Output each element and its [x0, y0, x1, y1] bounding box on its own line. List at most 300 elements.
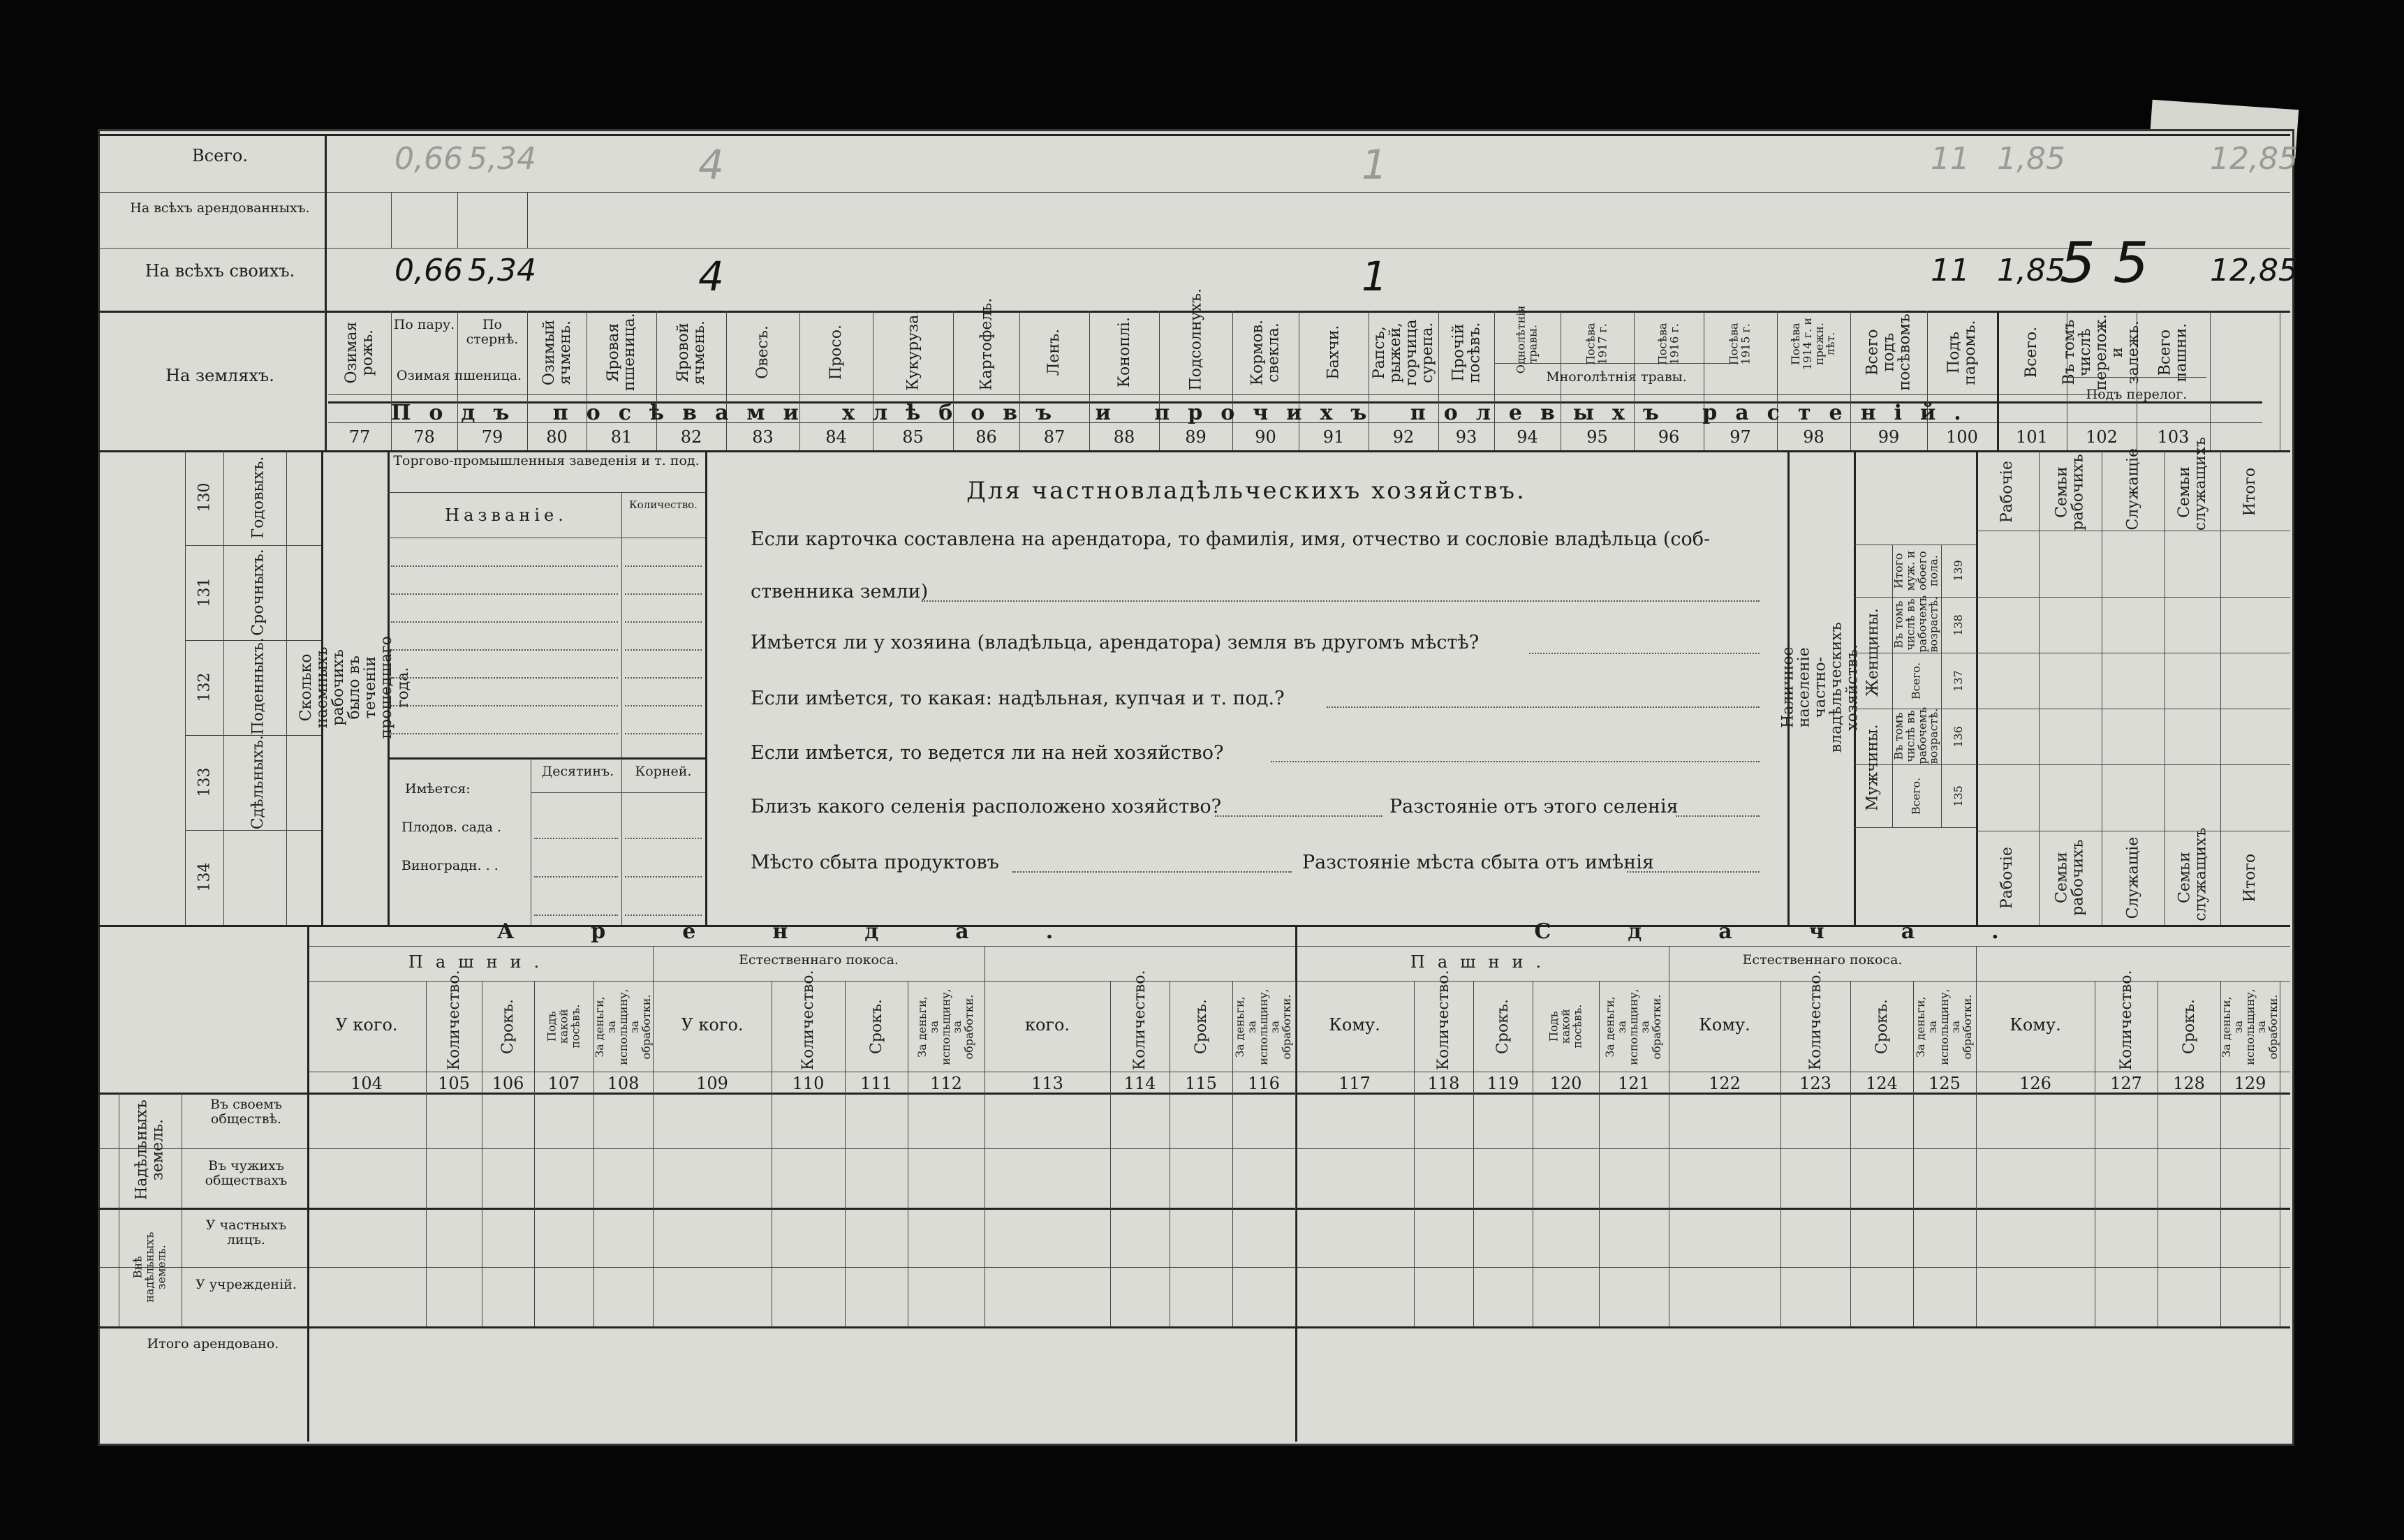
dotted-line [625, 705, 702, 706]
rotated-label-text: Количество. [1434, 970, 1452, 1070]
rule-line [531, 792, 705, 793]
rotated-label-text: 138 [1951, 614, 1965, 636]
handwritten-own-6: 12,85 [2210, 253, 2298, 288]
rotated-label-text: Служащіе [2124, 836, 2142, 919]
rotated-label-text: Семьи рабочихъ [2053, 839, 2088, 917]
rotated-label-text: За деньги, за испольщину, за обработки. [1603, 988, 1664, 1065]
dessiatin-header: Десятинъ. [541, 764, 614, 779]
crop-header-99 [1850, 309, 1927, 391]
question-5b: Разстояніе отъ этого селенія [1389, 796, 1679, 817]
column-number-94: 94 [1517, 427, 1538, 447]
lease-header-srok-20 [1850, 983, 1913, 1070]
crop-header-84 [799, 314, 873, 391]
sdacha-pashni-header: Пашни. [1410, 952, 1554, 972]
rotated-label-text: Семьи рабочихъ [2053, 454, 2088, 531]
rule-line [1976, 946, 1977, 981]
has-label: Имѣется: [405, 781, 471, 797]
question-1a: Если карточка составлена на арендатора, то фамилія, имя, отчество и сословіе владѣльца (соб- [751, 528, 1711, 550]
crop-header-85 [873, 310, 953, 391]
fallow-label: Подъ перелог. [2086, 387, 2188, 402]
rotated-label-text: Рапсъ, рыжей, горчица сурепа. [1370, 319, 1437, 386]
lease-header-za-4 [593, 983, 653, 1070]
column-number-88: 88 [1113, 427, 1135, 447]
crop-header-97 [1704, 314, 1777, 373]
population-row-136 [1892, 709, 1941, 764]
handwritten-extra: 5 5 [2060, 230, 2149, 295]
rotated-label-text: Служащіе [2124, 448, 2142, 531]
lease-header-srok-15 [1473, 983, 1533, 1070]
rotated-label-text: Посѣва 1914 г. и прежн. лѣт. [1788, 317, 1838, 371]
handwritten-total-5: 1,85 [1997, 141, 2065, 177]
lease-header-ukogo-0: У кого. [335, 1015, 398, 1035]
lease-header-srok-11 [1170, 983, 1232, 1070]
dotted-line [391, 649, 618, 651]
crop-header-78: По пару. [393, 317, 455, 332]
rotated-label-text: Всего пашни. [2156, 323, 2190, 383]
population-col-bottom-3 [2165, 827, 2220, 921]
column-number-101: 101 [2016, 427, 2048, 447]
lease-col-num-113: 113 [1031, 1074, 1063, 1093]
arenda-banner: Аренда. [496, 919, 1130, 944]
handwritten-total-6: 12,85 [2210, 141, 2298, 177]
winter-wheat-label: Озимая пшеница. [396, 368, 522, 383]
rotated-label-text: Подъ паромъ. [1945, 320, 1979, 385]
dotted-line [625, 838, 702, 839]
rotated-label-text: 134 [195, 863, 213, 892]
rotated-label-text: Посѣва 1916 г. [1655, 323, 1681, 365]
lease-header-za-21 [1913, 983, 1976, 1070]
rule-line [98, 134, 2290, 136]
handwritten-total-2: 4 [698, 141, 724, 188]
lease-header-za-25 [2220, 983, 2280, 1070]
population-col-top-1 [2039, 454, 2102, 531]
crop-header-77 [328, 314, 391, 391]
rotated-label-text: Сколько наемныхъ рабочихъ было въ теченіи прошедшаго года. [297, 636, 412, 739]
lease-col-num-105: 105 [438, 1074, 470, 1093]
lease-header-srok-24 [2158, 983, 2220, 1070]
rotated-label-text: 135 [1951, 785, 1965, 807]
question-1b: ственника земли) [751, 581, 929, 602]
dotted-line [391, 621, 618, 623]
trade-qty-header: Количество. [629, 498, 698, 511]
trade-name-header: Названіе. [445, 505, 568, 525]
crop-header-101 [1997, 314, 2067, 391]
rotated-label-text: Срокъ. [867, 999, 885, 1054]
rule-line [98, 1267, 2290, 1268]
column-number-91: 91 [1322, 427, 1345, 447]
rule-line [388, 757, 705, 760]
lease-col-num-107: 107 [547, 1074, 580, 1093]
dotted-line [534, 915, 618, 916]
worker-col-num-134 [185, 830, 223, 925]
lease-col-num-116: 116 [1248, 1074, 1280, 1093]
column-number-82: 82 [680, 427, 702, 447]
population-row-138 [1892, 597, 1941, 653]
population-row-num-135 [1941, 764, 1976, 827]
worker-col-num-132 [185, 640, 223, 735]
rotated-label-text: Всего. [1909, 662, 1923, 699]
sdacha-pokos-header: Естественнаго покоса. [1742, 952, 1903, 968]
lease-header-pod-3 [534, 983, 593, 1070]
row-label-lands: На земляхъ. [165, 366, 274, 385]
column-number-80: 80 [546, 427, 568, 447]
population-row-num-136 [1941, 709, 1976, 764]
rotated-label-text: Сдѣльныхъ. [249, 735, 267, 830]
handwritten-own-2: 4 [698, 253, 724, 300]
rule-line [223, 450, 224, 925]
handwritten-total-0: 0,66 [394, 141, 463, 177]
perennial-label: Многолѣтнія травы. [1546, 369, 1687, 385]
column-number-84: 84 [825, 427, 847, 447]
rotated-label-text: 137 [1951, 669, 1965, 692]
rotated-label-text: За деньги, за испольщину, за обработки. [592, 988, 653, 1065]
rotated-label-text: Подъ какой посѣвъ. [1547, 1004, 1584, 1049]
population-col-top-2 [2102, 448, 2165, 531]
rotated-label-text: Рабочіе [1998, 461, 2016, 524]
lease-header-komu-18: Кому. [1699, 1015, 1750, 1035]
population-row-139 [1892, 545, 1941, 597]
rotated-label-text: Срокъ. [1494, 999, 1512, 1054]
lease-col-num-117: 117 [1339, 1074, 1371, 1093]
rotated-label-text: Годовыхъ. [249, 457, 267, 539]
crop-header-93 [1438, 314, 1494, 391]
rotated-label-text: Внѣ надѣльныхъ земель. [131, 1231, 168, 1303]
row-other-society: Въ чужихъ обществахъ [205, 1158, 288, 1188]
column-number-103: 103 [2157, 427, 2190, 447]
rule-line [98, 1326, 2290, 1328]
rotated-label-text: Всего подъ посѣвомъ. [1864, 309, 1914, 391]
lease-col-num-124: 124 [1866, 1074, 1898, 1093]
lease-header-za-17 [1599, 983, 1669, 1070]
crop-header-79: По стернѣ. [466, 317, 519, 347]
column-number-102: 102 [2086, 427, 2118, 447]
rotated-label-text: Подсолнухъ. [1186, 288, 1204, 391]
crop-header-81 [587, 314, 656, 391]
rule-line [1854, 827, 1976, 828]
crop-header-92 [1369, 314, 1438, 391]
nadel-lands-label [119, 1093, 182, 1208]
worker-col-130 [230, 450, 286, 545]
rule-line [1494, 363, 1739, 364]
rotated-label-text: Срокъ. [1873, 999, 1891, 1054]
handwritten-own-0: 0,66 [394, 253, 463, 288]
rotated-label-text: Кукуруза. [904, 310, 922, 391]
lease-col-num-114: 114 [1123, 1074, 1156, 1093]
trade-title: Торгово-промышленныя заведенія и т. под. [393, 453, 700, 468]
column-number-90: 90 [1255, 427, 1276, 447]
rotated-label-text: Въ томъ числѣ въ рабочемъ возрастѣ. [1892, 707, 1940, 764]
lease-header-kogo-9: кого. [1024, 1015, 1070, 1035]
rule-line [1976, 597, 2290, 598]
rule-line [2210, 311, 2211, 450]
population-col-bottom-1 [2039, 834, 2102, 921]
rotated-label-text: Мужчины. [1864, 724, 1882, 812]
rotated-label-text: Бахчи. [1325, 325, 1343, 380]
hired-workers-label [297, 450, 412, 925]
crop-header-83 [726, 314, 799, 391]
rotated-label-text: Количество. [2117, 970, 2135, 1070]
worker-col-132 [230, 637, 286, 735]
dotted-line [391, 733, 618, 734]
crop-header-102 [2060, 314, 2143, 391]
rotated-label-text: Количество. [1806, 970, 1824, 1070]
handwritten-total-1: 5,34 [468, 141, 536, 177]
dotted-line [391, 565, 618, 567]
dotted-line [1327, 706, 1760, 708]
row-label-own: На всѣхъ своихъ. [145, 261, 295, 281]
worker-col-131 [230, 545, 286, 640]
rule-line [307, 981, 2290, 982]
lease-col-num-106: 106 [492, 1074, 524, 1093]
rule-line [286, 450, 287, 925]
question-2: Имѣется ли у хозяина (владѣльца, арендатора) земля въ другомъ мѣстѣ? [751, 632, 1480, 653]
rotated-label-text: Надѣльныхъ земель. [133, 1100, 167, 1201]
rule-line [527, 192, 528, 248]
question-6b: Разстояніе мѣста сбыта отъ имѣнія [1302, 852, 1654, 873]
column-number-95: 95 [1586, 427, 1608, 447]
rotated-label-text: 139 [1951, 560, 1965, 582]
lease-col-num-121: 121 [1618, 1074, 1650, 1093]
population-col-bottom-2 [2102, 834, 2165, 921]
rotated-label-text: Прочій посѣвъ. [1449, 322, 1484, 383]
dotted-line [625, 677, 702, 679]
rule-line [98, 248, 2290, 249]
worker-col-num-133 [185, 735, 223, 830]
question-5: Близъ какого селенія расположено хозяйство? [751, 796, 1222, 817]
lease-col-num-111: 111 [860, 1074, 892, 1093]
worker-col-num-131 [185, 545, 223, 640]
rotated-label-text: Поденныхъ. [249, 637, 267, 735]
column-number-81: 81 [610, 427, 633, 447]
crop-header-80 [527, 314, 587, 391]
rotated-label-text: За деньги, за испольщину, за обработки. [1914, 988, 1975, 1065]
rule-line [391, 311, 392, 401]
rotated-label-text: Срокъ. [1192, 999, 1210, 1054]
crop-header-89 [1159, 288, 1232, 391]
rule-line [457, 192, 458, 248]
rotated-label-text: За деньги, за испольщину, за обработки. [1233, 988, 1294, 1065]
rotated-label-text: Однолѣтнія травы. [1514, 305, 1540, 373]
row-own-society: Въ своемъ обществѣ. [210, 1097, 282, 1127]
rotated-label-text: Итого [2241, 853, 2259, 903]
handwritten-own-3: 1 [1362, 253, 1387, 300]
rotated-label-text: 130 [195, 483, 213, 512]
rotated-label-text: Овесъ. [753, 325, 772, 380]
rule-line [328, 394, 2102, 395]
row-private-persons: У частныхъ лицъ. [205, 1217, 287, 1247]
men-label [1854, 709, 1892, 827]
population-row-137 [1892, 653, 1941, 709]
rule-line [391, 192, 392, 248]
lease-col-num-115: 115 [1185, 1074, 1217, 1093]
rotated-label-text: 131 [195, 578, 213, 607]
column-number-85: 85 [902, 427, 924, 447]
column-number-98: 98 [1803, 427, 1824, 447]
column-number-77: 77 [348, 427, 371, 447]
rule-line [705, 450, 707, 925]
population-row-135 [1892, 764, 1941, 827]
handwritten-own-5: 1,85 [1997, 253, 2065, 288]
lease-header-kol-1 [426, 970, 482, 1070]
dotted-line [534, 876, 618, 878]
roots-header: Корней. [635, 764, 692, 779]
private-farm-title: Для частновладѣльческихъ хозяйствъ. [966, 477, 1526, 505]
crop-header-87 [1019, 314, 1089, 391]
lease-header-kol-10 [1110, 970, 1170, 1070]
lease-col-num-126: 126 [2019, 1074, 2051, 1093]
rule-line [98, 1148, 2290, 1149]
rotated-label-text: Подъ какой посѣвъ. [545, 1004, 582, 1049]
rule-line [98, 192, 2290, 193]
lease-header-kol-6 [772, 970, 845, 1070]
worker-col-133 [230, 735, 286, 830]
rotated-label-text: Озимая рожь. [342, 321, 376, 384]
crop-header-88 [1089, 314, 1159, 391]
dotted-line [391, 705, 618, 706]
lease-col-num-112: 112 [930, 1074, 962, 1093]
crop-header-94 [1494, 305, 1561, 373]
column-number-79: 79 [481, 427, 503, 447]
non-nadel-lands-label [119, 1208, 182, 1326]
rotated-label-text: 136 [1951, 725, 1965, 748]
column-number-92: 92 [1392, 427, 1415, 447]
rotated-label-text: Всего. [1909, 777, 1923, 815]
population-col-bottom-4 [2220, 834, 2280, 921]
row-label-total: Всего. [192, 146, 248, 165]
rotated-label-text: Въ томъ числѣ въ рабочемъ возрастѣ. [1892, 595, 1940, 653]
rotated-label-text: Всего. [2023, 327, 2041, 378]
dotted-line [1012, 871, 1292, 873]
rotated-label-text: Семьи служащихъ [2175, 436, 2209, 531]
lease-header-srok-7 [845, 983, 908, 1070]
lease-col-num-120: 120 [1549, 1074, 1582, 1093]
lease-header-kol-14 [1414, 970, 1473, 1070]
dotted-line [625, 593, 702, 595]
column-number-86: 86 [975, 427, 997, 447]
column-number-78: 78 [413, 427, 435, 447]
population-side-label [1779, 450, 1862, 925]
row-total-leased: Итого арендовано. [147, 1336, 279, 1352]
crop-header-100 [1927, 314, 1997, 391]
sdacha-banner: Сдача. [1534, 919, 2076, 944]
handwritten-own-1: 5,34 [468, 253, 536, 288]
rotated-label-text: Просо. [827, 325, 845, 380]
worker-col-num-130 [185, 450, 223, 545]
rotated-label-text: Яровой ячмень. [674, 320, 708, 385]
rule-line [98, 1208, 2290, 1210]
rotated-label-text: Озимый ячмень. [540, 320, 574, 385]
population-row-num-138 [1941, 597, 1976, 653]
rotated-label-text: Семьи служащихъ [2175, 827, 2209, 921]
crop-header-96 [1634, 314, 1704, 373]
column-number-93: 93 [1455, 427, 1477, 447]
lease-col-num-104: 104 [351, 1074, 383, 1093]
lease-col-num-108: 108 [607, 1074, 640, 1093]
lease-col-num-109: 109 [696, 1074, 728, 1093]
rule-line [307, 925, 309, 1442]
lease-col-num-118: 118 [1427, 1074, 1460, 1093]
crop-header-82 [656, 314, 726, 391]
handwritten-total-4: 11 [1931, 141, 1970, 177]
crop-header-91 [1299, 314, 1369, 391]
column-number-97: 97 [1730, 427, 1751, 447]
dotted-line [625, 621, 702, 623]
arenda-pokos-header: Естественнаго покоса. [739, 952, 899, 968]
sown-banner: Подъ посѣвами хлѣбовъ и прочихъ полевыхъ растеній. [391, 401, 1979, 425]
orchards-label: Плодов. сада . [401, 820, 502, 835]
dotted-line [625, 733, 702, 734]
rotated-label-text: За деньги, за испольщину, за обработки. [915, 988, 976, 1065]
crop-header-95 [1561, 314, 1634, 373]
rotated-label-text: Срокъ. [499, 999, 517, 1054]
rotated-label-text: Женщины. [1864, 608, 1882, 697]
dotted-line [1676, 815, 1760, 817]
lease-header-za-8 [908, 983, 985, 1070]
question-3: Если имѣется, то какая: надѣльная, купчая и т. под.? [751, 688, 1285, 709]
rotated-label-text: Картофель. [977, 298, 995, 391]
rule-line [2067, 377, 2206, 378]
rotated-label-text: Коноплі. [1115, 317, 1133, 388]
rotated-label-text: Срокъ. [2180, 999, 2198, 1054]
dotted-line [534, 838, 618, 839]
question-4: Если имѣется, то ведется ли на ней хозяйство? [751, 742, 1224, 764]
rotated-label-text: Въ томъ числѣ перелож. и залежь. [2060, 314, 2143, 391]
rotated-label-text: Срочныхъ. [249, 549, 267, 637]
column-number-100: 100 [1946, 427, 1978, 447]
row-institutions: У учрежденій. [196, 1277, 297, 1292]
dotted-line [625, 876, 702, 878]
column-number-89: 89 [1185, 427, 1207, 447]
row-label-rented: На всѣхъ арендованныхъ. [130, 200, 310, 216]
crop-header-90 [1232, 314, 1299, 391]
lease-header-ukogo-5: У кого. [681, 1015, 744, 1035]
rule-line [388, 492, 705, 493]
rule-line [1941, 545, 1942, 827]
women-label [1854, 597, 1892, 709]
population-col-top-3 [2165, 436, 2220, 531]
rotated-label-text: Рабочіе [1998, 846, 2016, 910]
population-row-num-137 [1941, 653, 1976, 709]
rule-line [621, 757, 622, 925]
rotated-label-text: 132 [195, 673, 213, 702]
rotated-label-text: Количество. [799, 970, 817, 1070]
question-6: Мѣсто сбыта продуктовъ [751, 852, 999, 873]
lease-col-num-125: 125 [1929, 1074, 1961, 1093]
crop-header-98 [1777, 314, 1850, 373]
lease-header-komu-22: Кому. [2010, 1015, 2061, 1035]
lease-col-num-128: 128 [2173, 1074, 2205, 1093]
rule-line [621, 492, 622, 757]
lease-col-num-119: 119 [1487, 1074, 1519, 1093]
rotated-label-text: 133 [195, 768, 213, 797]
rotated-label-text: Посѣва 1915 г. [1727, 323, 1753, 365]
rotated-label-text: Посѣва 1917 г. [1584, 323, 1609, 365]
column-number-99: 99 [1878, 427, 1900, 447]
lease-header-za-12 [1232, 983, 1295, 1070]
population-row-num-139 [1941, 545, 1976, 597]
population-col-top-4 [2220, 454, 2280, 531]
dotted-line [1529, 653, 1760, 654]
crop-header-103 [2137, 314, 2210, 391]
rotated-label-text: Ленъ. [1045, 329, 1063, 376]
lease-header-kol-23 [2095, 970, 2158, 1070]
lease-col-num-122: 122 [1709, 1074, 1741, 1093]
rotated-label-text: Кормов. свекла. [1248, 319, 1283, 386]
column-number-83: 83 [752, 427, 774, 447]
lease-header-pod-16 [1533, 983, 1599, 1070]
column-number-87: 87 [1043, 427, 1065, 447]
vineyards-label: Виноградн. . . [401, 858, 499, 873]
